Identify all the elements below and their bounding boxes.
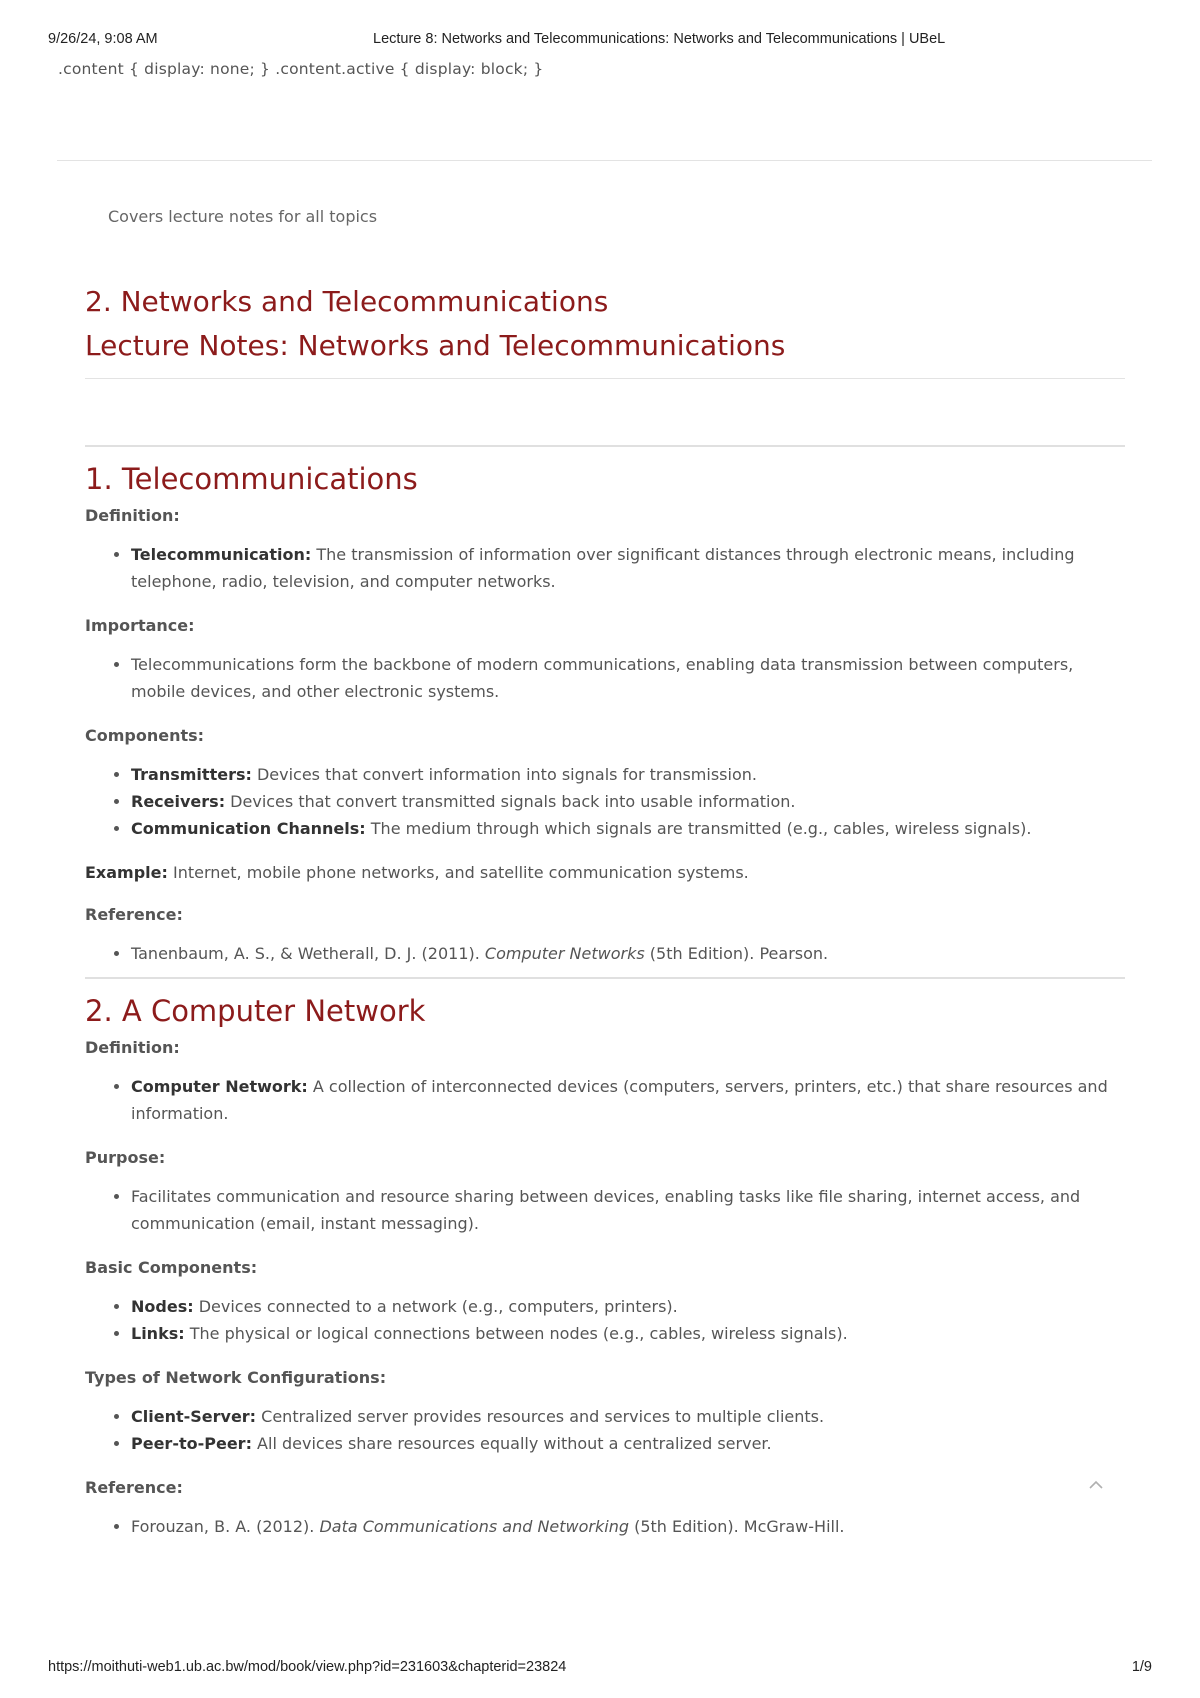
print-page-title: Lecture 8: Networks and Telecommunications: Networks and Telecommunications | UBeL <box>373 31 946 47</box>
description: The physical or logical connections between nodes (e.g., cables, wireless signals). <box>184 1324 848 1343</box>
term: Nodes: <box>131 1297 194 1316</box>
section-heading: 1. Telecommunications <box>85 462 418 496</box>
book-content <box>85 280 1125 1560</box>
purpose-list <box>85 1183 1125 1237</box>
description: Devices that convert information into signals for transmission. <box>251 765 757 784</box>
chapter-title-line1: 2. Networks and Telecommunications <box>85 285 609 318</box>
basic-components-list <box>85 1293 1125 1347</box>
leaked-css-text: .content { display: none; } .content.active { display: block; } <box>58 60 544 78</box>
importance-list <box>85 651 1125 705</box>
components-list <box>85 761 1125 842</box>
components-label: Components: <box>85 726 205 745</box>
list-item <box>131 815 1125 842</box>
description: A collection of interconnected devices (computers, servers, printers, etc.) that share resources and information. <box>131 1077 1108 1123</box>
definition-list <box>85 1073 1125 1127</box>
reference-item <box>131 940 1125 967</box>
reference-title: Computer Networks <box>484 944 645 963</box>
page-url: https://moithuti-web1.ub.ac.bw/mod/book/view.php?id=231603&chapterid=23824 <box>48 1659 567 1675</box>
purpose-label: Purpose: <box>85 1148 166 1167</box>
reference-label: Reference: <box>85 1478 183 1497</box>
description: All devices share resources equally without a centralized server. <box>251 1434 772 1453</box>
term: Links: <box>131 1324 185 1343</box>
term: Transmitters: <box>131 765 252 784</box>
term: Telecommunication: <box>131 545 312 564</box>
divider <box>57 160 1152 161</box>
description: The medium through which signals are transmitted (e.g., cables, wireless signals). <box>365 819 1032 838</box>
print-datetime: 9/26/24, 9:08 AM <box>48 31 158 47</box>
section-heading: 2. A Computer Network <box>85 994 426 1028</box>
reference-publisher: (5th Edition). McGraw-Hill. <box>629 1517 845 1536</box>
term: Client-Server: <box>131 1407 257 1426</box>
term: Receivers: <box>131 792 226 811</box>
book-summary: Covers lecture notes for all topics <box>108 207 378 226</box>
term: Computer Network: <box>131 1077 308 1096</box>
chevron-up-icon-glyph <box>1088 1479 1104 1491</box>
reference-authors: Tanenbaum, A. S., & Wetherall, D. J. (2011). <box>131 944 485 963</box>
print-footer <box>48 1659 1152 1681</box>
reference-label: Reference: <box>85 905 183 924</box>
description: Devices that convert transmitted signals back into usable information. <box>225 792 796 811</box>
term: Communication Channels: <box>131 819 366 838</box>
print-header <box>48 31 1152 53</box>
section-telecommunications <box>85 445 1125 967</box>
spacer <box>85 379 1125 445</box>
description: Centralized server provides resources and services to multiple clients. <box>256 1407 825 1426</box>
description: The transmission of information over significant distances through electronic means, including telephone, radio, television, and computer networks. <box>131 545 1075 591</box>
page-number: 1/9 <box>1131 1659 1152 1675</box>
definition-label: Definition: <box>85 506 180 525</box>
chapter-title-line2: Lecture Notes: Networks and Telecommunications <box>85 329 786 362</box>
list-item <box>131 788 1125 815</box>
chapter-title <box>85 280 1125 379</box>
importance-label: Importance: <box>85 616 195 635</box>
section-computer-network <box>85 977 1125 1540</box>
example <box>85 862 1125 884</box>
reference-list <box>85 940 1125 967</box>
types-list <box>85 1403 1125 1457</box>
reference-list <box>85 1513 1125 1540</box>
description: Devices connected to a network (e.g., computers, printers). <box>193 1297 678 1316</box>
chevron-up-icon[interactable] <box>1086 1476 1106 1496</box>
term: Peer-to-Peer: <box>131 1434 252 1453</box>
list-item: • Telecommunications form the backbone of modern communications, enabling data transmission between computers, mobile devices, and other electronic systems. <box>131 651 1125 705</box>
list-item <box>131 541 1125 595</box>
list-item <box>131 1073 1125 1127</box>
list-item <box>131 1430 1125 1457</box>
example-label: Example: <box>85 863 168 882</box>
definition-label: Definition: <box>85 1038 180 1057</box>
list-item <box>131 1403 1125 1430</box>
list-item: • Facilitates communication and resource sharing between devices, enabling tasks like file sharing, internet access, and communication (email, instant messaging). <box>131 1183 1125 1237</box>
types-label: Types of Network Configurations: <box>85 1368 387 1387</box>
definition-list <box>85 541 1125 595</box>
basic-components-label: Basic Components: <box>85 1258 258 1277</box>
reference-item <box>131 1513 1125 1540</box>
list-item <box>131 1293 1125 1320</box>
list-item <box>131 761 1125 788</box>
list-item <box>131 1320 1125 1347</box>
reference-publisher: (5th Edition). Pearson. <box>644 944 829 963</box>
reference-title: Data Communications and Networking <box>319 1517 630 1536</box>
reference-authors: Forouzan, B. A. (2012). <box>131 1517 320 1536</box>
example-text: Internet, mobile phone networks, and satellite communication systems. <box>167 863 749 882</box>
